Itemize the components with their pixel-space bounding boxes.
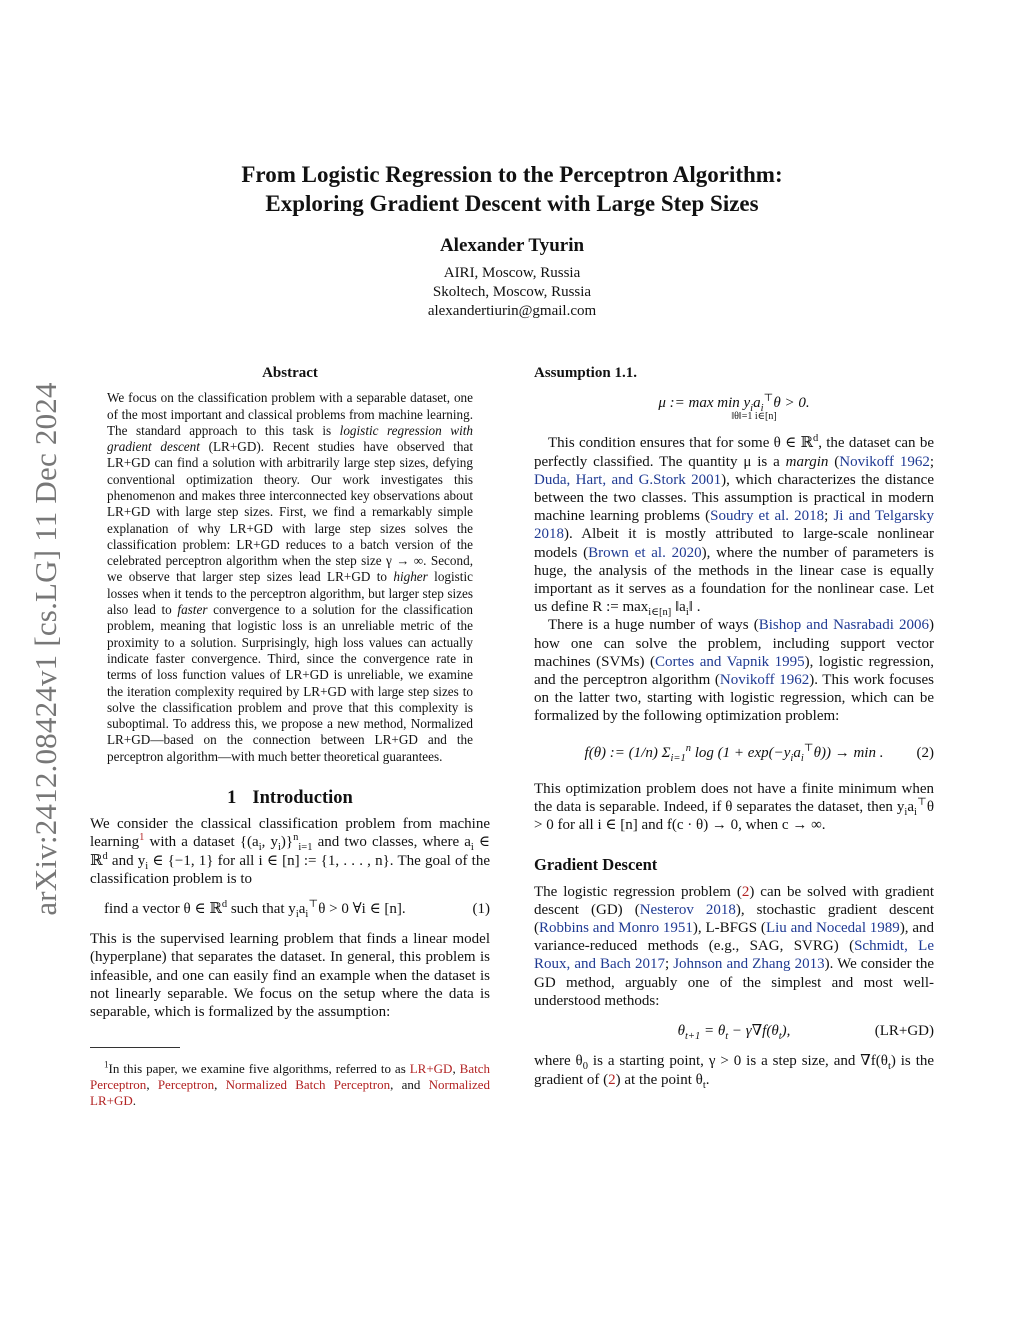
arxiv-identifier: arXiv:2412.08424v1 [cs.LG] 11 Dec 2024 <box>28 382 63 916</box>
right-column <box>534 362 934 1089</box>
right-paragraph-1: This condition ensures that for some θ ∈ ℝ$^d$, the dataset can be perfectly classified. The quantity μ is a margin (Novikoff 1962; Duda, Hart, and G.Stork 2001), which characterizes the distance between the two classes. This assumption is practical in modern machine learning problems (Soudry et al. 2018; Ji and Telgarsky 2018). Albeit it is mostly attributed to large-scale nonlinear models (Brown et al. 2020), where the number of parameters is huge, the analysis of the methods in the linear case is equally important as it serves as a foundation for the nonlinear case. Let us define R := $\max_{i\in[n]}$ $‖a_i‖$ . <box>534 433 935 619</box>
equation-tag: (LR+GD) <box>874 1023 934 1040</box>
citation-nesterov-2018[interactable]: Nesterov 2018 <box>639 901 736 918</box>
link-normalized-lr-gd[interactable]: Normalized LR+GD <box>90 1077 491 1109</box>
abstract-emphasis: higher <box>393 569 428 585</box>
left-column <box>90 362 490 1122</box>
abstract-body <box>107 390 473 765</box>
intro-paragraph-1: We consider the classical classification problem from machine learning$^1$ with a dataset {($a_i$, $y_i)\}^n_{i=1}$ and two classes, where $a_i$ ∈ ℝ$^d$ and $y_i$ ∈ {−1, 1} for all i ∈ [n] := {1, . . . , n}. The goal of the classification problem is to <box>90 816 491 887</box>
citation-johnson-zhang-2013[interactable]: Johnson and Zhang 2013 <box>673 956 825 973</box>
right-paragraph-3: This optimization problem does not have a finite minimum when the data is separable. Indeed, if θ separates the dataset, then $y_ia_i^⊤\theta > 0$ for all i ∈ [n] and f(c · θ) → 0, when c → ∞. <box>534 780 934 834</box>
equation-ref-2-b[interactable]: 2 <box>608 1071 616 1088</box>
title-line-2: Exploring Gradient Descent with Large Step Sizes <box>265 191 759 216</box>
equation-tag: (2) <box>916 744 934 761</box>
abstract-heading: Abstract <box>262 365 318 381</box>
author-email[interactable]: alexandertiurin@gmail.com <box>427 303 597 319</box>
assumption-subscripts: ‖θ‖=1 i∈[n] <box>731 411 777 423</box>
abstract-text: convergence to a solution for the classification problem, meaning that logistic loss is an unreliable metric of the proximity to a solution. Surprisingly, high loss values can actually indicate faster convergence. Third, since the convergence rate in terms of loss function values of LR+GD is unreliable, we examine the iteration complexity required by LR+GD with large step sizes to solve the classification problem and prove that this complexity is suboptimal. To address this, we propose a new method, Normalized LR+GD—based on the connection between LR+GD and the perceptron algorithm—with much better theoretical guarantees. <box>107 602 474 764</box>
author-name: Alexander Tyurin <box>439 235 585 256</box>
footnote-1: $^1$In this paper, we examine five algorithms, referred to as LR+GD, Batch Perceptron, Perceptron, Normalized Batch Perceptron, and Normalized LR+GD. <box>90 1059 491 1109</box>
title-line-1: From Logistic Regression to the Perceptron Algorithm: <box>241 162 783 187</box>
right-paragraph-4: The logistic regression problem (2) can be solved with gradient descent (GD) (Nesterov 2018), stochastic gradient descent (Robbins and Monro 1951), L-BFGS (Liu and Nocedal 1989), and variance-reduced methods (e.g., SAG, SVRG) (Schmidt, Le Roux, and Bach 2017; Johnson and Zhang 2013). We consider the GD method, arguably one of the simplest and most well-understood methods: <box>534 883 935 1009</box>
section-heading-introduction <box>90 789 490 807</box>
section-number: 1 <box>227 788 237 809</box>
equation-lr-gd: $\theta_{t+1} = \theta_t - \gamma\nabla f(\theta_t)$, (LR+GD) <box>677 1023 934 1043</box>
citation-novikoff-1962[interactable]: Novikoff 1962 <box>839 453 930 470</box>
paper-title <box>120 160 904 218</box>
citation-schmidt-2017[interactable]: Schmidt, Le Roux, and Bach 2017 <box>534 938 934 973</box>
citation-bishop-2006[interactable]: Bishop and Nasrabadi 2006 <box>758 617 929 634</box>
footnote-ref[interactable]: 1 <box>139 832 145 844</box>
arxiv-sidebar <box>22 352 70 946</box>
equation-2: f(θ) := (1/n) $\Sigma_{i=1}^n$ $\log (1 + \exp(-y_ia_i^⊤\theta)) \to \min$ . (2) <box>584 742 934 764</box>
citation-novikoff-1962-b[interactable]: Novikoff 1962 <box>719 672 810 689</box>
equation-1: find a vector θ ∈ ℝ$^d$ such that $y_ia_i^⊤\theta > 0$ ∀i ∈ [n]. (1) <box>104 899 490 921</box>
abstract-text: logistic losses when it tends to the perceptron algorithm, but larger step sizes also lead to <box>107 569 473 618</box>
footnote-divider <box>90 1047 180 1048</box>
citation-robbins-monro-1951[interactable]: Robbins and Monro 1951 <box>539 920 693 937</box>
abstract-text: We focus on the classification problem with a separable dataset, one of the most important and classical problems from machine learning. The standard approach to this task is <box>107 390 473 438</box>
citation-ji-telgarsky-2018[interactable]: Ji and Telgarsky 2018 <box>534 508 934 543</box>
link-lr-gd[interactable]: LR+GD <box>409 1061 453 1077</box>
right-paragraph-5: where $\theta_0$ is a starting point, γ > 0 is a step size, and $\nabla f(\theta_t)$ is the gradient of (2) at the point $\theta_t$. <box>534 1053 935 1091</box>
equation-tag: (1) <box>472 901 490 918</box>
assumption-equation: μ := $\max \min y_ia_i^⊤\theta > 0$. ‖θ‖=1 i∈[n] <box>534 394 934 422</box>
right-paragraph-2: There is a huge number of ways (Bishop and Nasrabadi 2006) how one can solve the problem, including support vector machines (SVMs) (Cortes and Vapnik 1995), logistic regression, and the perceptron algorithm (Novikoff 1962). This work focuses on the latter two, starting with logistic regression, which can be formalized by the following optimization problem: <box>534 617 935 725</box>
assumption-label: Assumption 1.1. <box>534 365 637 381</box>
citation-duda-2001[interactable]: Duda, Hart, and G.Stork 2001 <box>534 471 722 488</box>
section-title: Introduction <box>252 788 353 809</box>
citation-soudry-2018[interactable]: Soudry et al. 2018 <box>710 508 825 525</box>
citation-cortes-vapnik-1995[interactable]: Cortes and Vapnik 1995 <box>655 653 805 670</box>
equation-ref-2[interactable]: 2 <box>741 883 750 900</box>
affiliations <box>200 264 824 321</box>
abstract-term: logistic regression with gradient descent <box>107 422 474 455</box>
abstract-emphasis: faster <box>177 602 208 618</box>
intro-paragraph-2: This is the supervised learning problem that finds a linear model (hyperplane) that separates the dataset. In general, this problem is infeasible, and one can easily find an example when the dataset is not linearly separable. We focus on the setup where the data is separable, which is formalized by the assumption: <box>90 931 490 1021</box>
citation-brown-2020[interactable]: Brown et al. 2020 <box>588 544 702 561</box>
citation-liu-nocedal-1989[interactable]: Liu and Nocedal 1989 <box>765 920 900 937</box>
abstract-text: (LR+GD). Recent studies have observed that LR+GD can find a solution with arbitrarily large step sizes, defying conventional optimization theory. Our work investigates this phenomenon and makes three interconnected key observations about LR+GD with large step sizes. First, we find a remarkably simple explanation of why LR+GD with large step sizes solves the classification problem: LR+GD reduces to a batch version of the celebrated perceptron algorithm when the step size γ → ∞. Second, we observe that larger step sizes lead LR+GD to <box>107 439 473 585</box>
affiliation-2: Skoltech, Moscow, Russia <box>432 284 592 300</box>
link-perceptron[interactable]: Perceptron <box>157 1077 215 1093</box>
affiliation-1: AIRI, Moscow, Russia <box>443 265 581 281</box>
link-normalized-batch-perceptron[interactable]: Normalized Batch Perceptron <box>225 1077 391 1093</box>
link-batch-perceptron[interactable]: Batch Perceptron <box>90 1061 490 1093</box>
subsection-heading-gradient-descent: Gradient Descent <box>534 855 658 875</box>
